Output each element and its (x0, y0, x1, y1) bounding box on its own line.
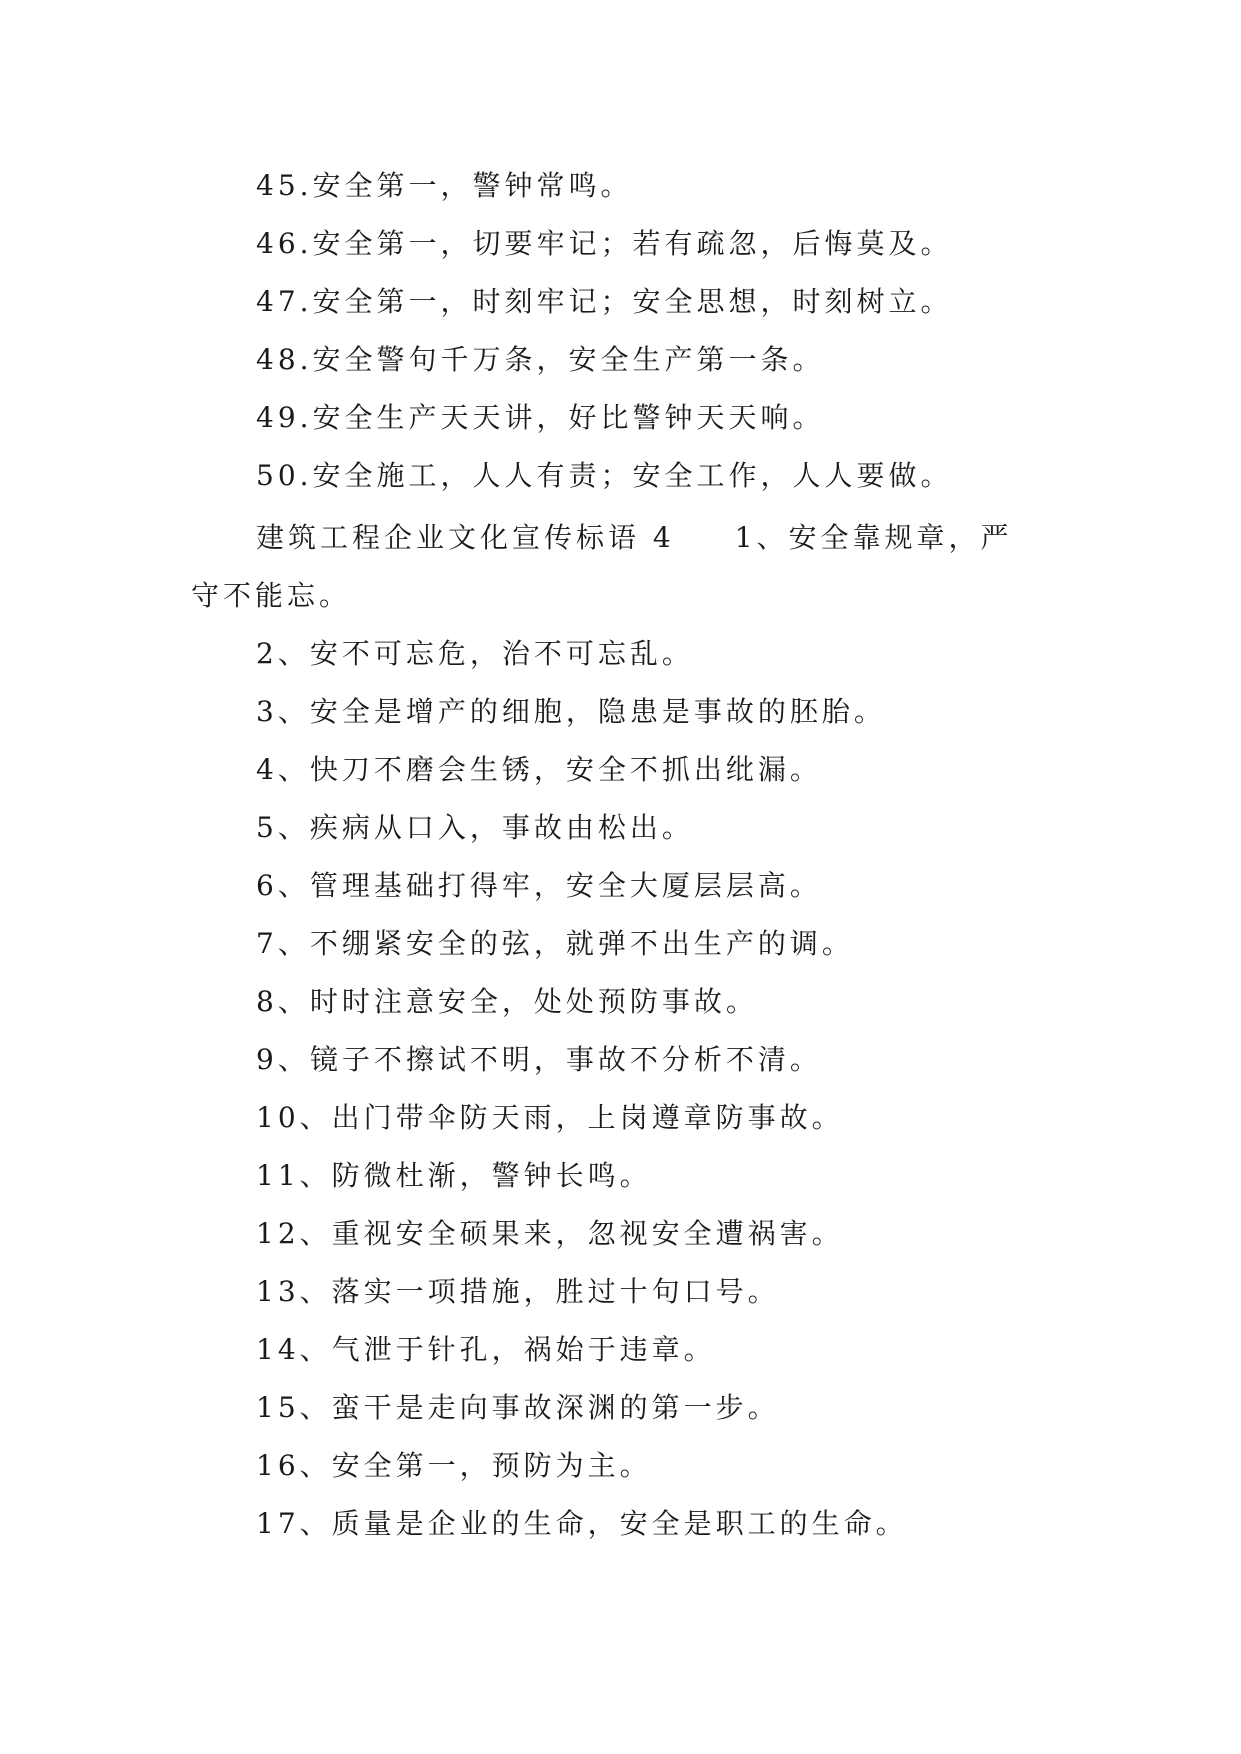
list-item: 12、重视安全硕果来，忽视安全遭祸害。 (256, 1217, 844, 1250)
section-heading-line (256, 518, 1013, 558)
list-item: 6、管理基础打得牢，安全大厦层层高。 (256, 869, 822, 902)
list-item: 5、疾病从口入，事故由松出。 (256, 811, 694, 844)
list-item: 2、安不可忘危，治不可忘乱。 (256, 637, 694, 670)
list-item: 1、安全靠规章，严 (734, 521, 1013, 554)
list-item: 4、快刀不磨会生锈，安全不抓出纰漏。 (256, 753, 822, 786)
list-item: 50.安全施工，人人有责；安全工作，人人要做。 (256, 459, 953, 492)
list-item: 13、落实一项措施，胜过十句口号。 (256, 1275, 780, 1308)
list-item: 17、质量是企业的生命，安全是职工的生命。 (256, 1507, 908, 1540)
list-item: 11、防微杜渐，警钟长鸣。 (256, 1159, 652, 1192)
list-item: 49.安全生产天天讲，好比警钟天天响。 (256, 401, 825, 434)
list-item: 10、出门带伞防天雨，上岗遵章防事故。 (256, 1101, 844, 1134)
list-item-continuation: 守不能忘。 (191, 579, 352, 612)
list-item: 48.安全警句千万条，安全生产第一条。 (256, 343, 825, 376)
list-item: 8、时时注意安全，处处预防事故。 (256, 985, 758, 1018)
list-item: 9、镜子不擦试不明，事故不分析不清。 (256, 1043, 822, 1076)
list-item: 15、蛮干是走向事故深渊的第一步。 (256, 1391, 780, 1424)
list-item: 7、不绷紧安全的弦，就弹不出生产的调。 (256, 927, 854, 960)
list-item: 47.安全第一，时刻牢记；安全思想，时刻树立。 (256, 285, 953, 318)
list-item: 14、气泄于针孔，祸始于违章。 (256, 1333, 716, 1366)
list-item: 16、安全第一，预防为主。 (256, 1449, 652, 1482)
section-title: 建筑工程企业文化宣传标语 4 (256, 521, 675, 554)
list-item: 45.安全第一，警钟常鸣。 (256, 169, 633, 202)
list-item: 3、安全是增产的细胞，隐患是事故的胚胎。 (256, 695, 886, 728)
list-item: 46.安全第一，切要牢记；若有疏忽，后悔莫及。 (256, 227, 953, 260)
